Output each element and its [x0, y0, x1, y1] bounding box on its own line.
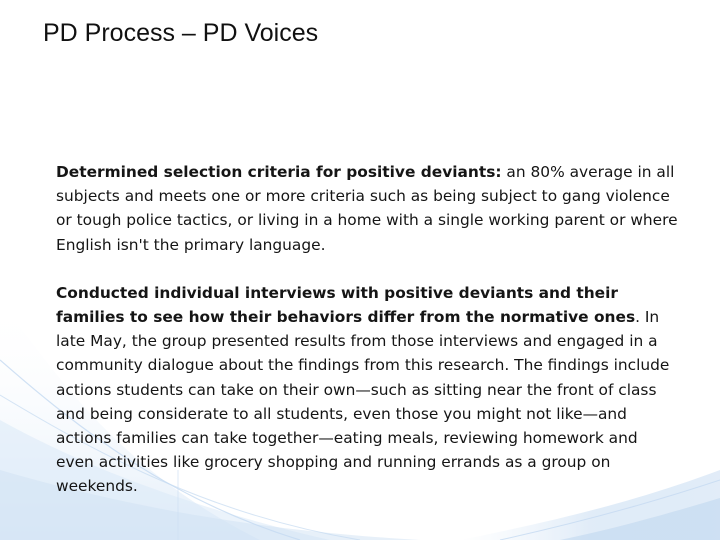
- paragraph-lead: Determined selection criteria for positive deviants:: [56, 163, 502, 181]
- paragraph-text: an 80% average in all subjects and meets one or more criteria such as being subject to gang violence or tough police tactics, or living in a home with a single working parent or where English isn't the primary language.: [56, 163, 678, 254]
- paragraph-selection-criteria: [56, 160, 680, 257]
- paragraph-text: . In late May, the group presented results from those interviews and engaged in a community dialogue about the findings from this research. The findings include actions students can take on their own—such as sitting near the front of class and being considerate to all students, even those you might not like—and actions families can take together—eating meals, reviewing homework and even activities like grocery shopping and running errands as a group on weekends.: [56, 308, 670, 496]
- slide-title: PD Process – PD Voices: [43, 19, 319, 47]
- paragraph-lead: Conducted individual interviews with positive deviants and their families to see how their behaviors differ from the normative ones: [56, 283, 636, 327]
- slide-body: [56, 160, 680, 499]
- paragraph-interviews: [56, 281, 680, 499]
